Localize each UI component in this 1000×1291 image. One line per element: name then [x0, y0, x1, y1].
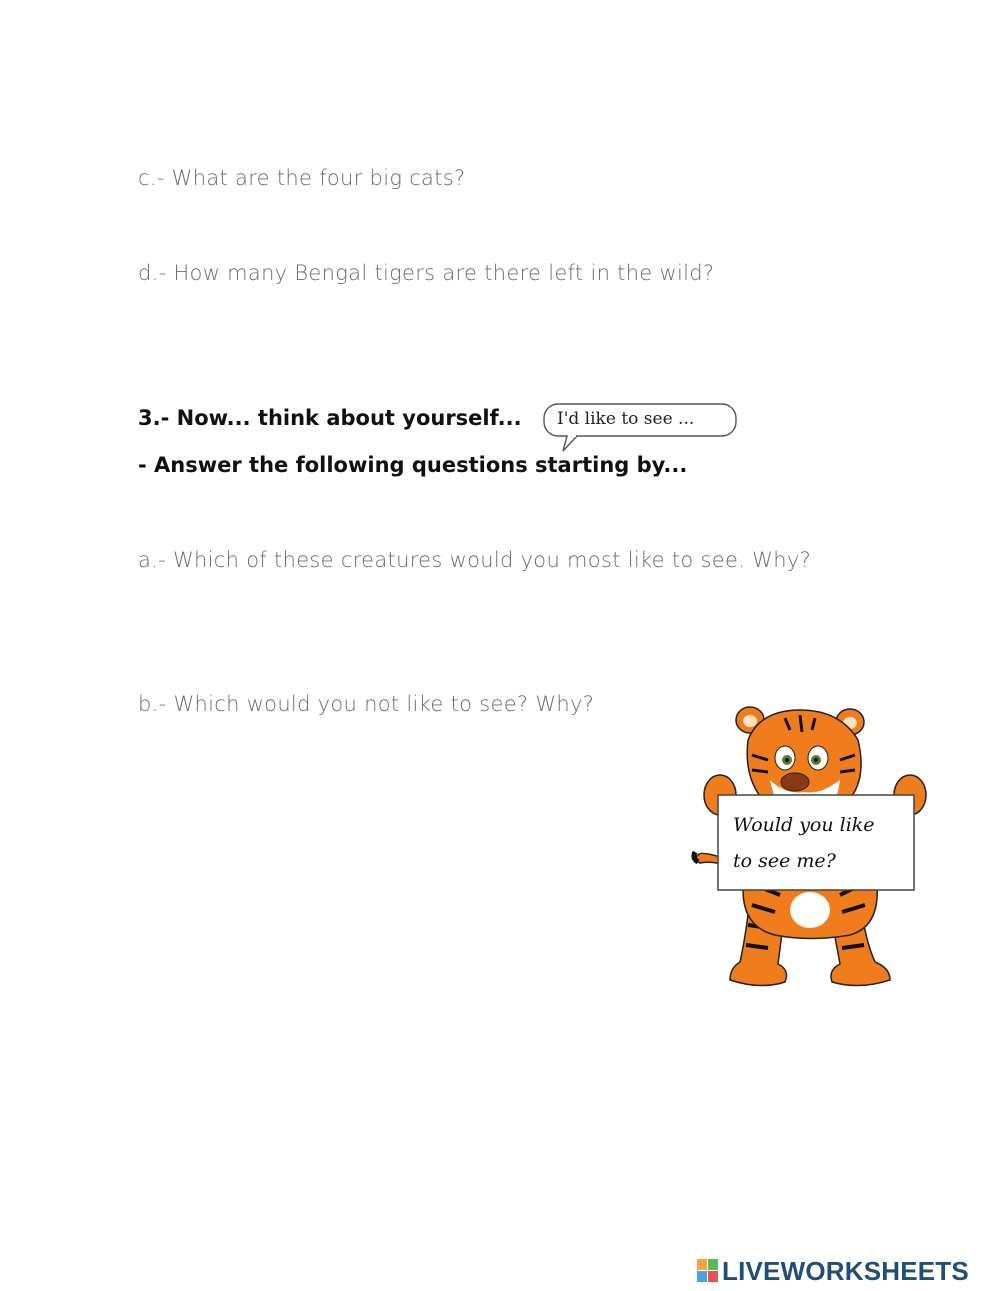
section-3-title: 3.- Now... think about yourself... [138, 406, 522, 430]
tiger-sign-line-2: to see me? [733, 850, 836, 872]
liveworksheets-logo[interactable] [697, 1254, 969, 1288]
question-c: c.- What are the four big cats? [138, 166, 466, 190]
logo-text: LIVEWORKSHEETS [722, 1255, 969, 1286]
logo-blocks-icon [697, 1259, 719, 1283]
question-d: d.- How many Bengal tigers are there left in the wild? [138, 261, 715, 285]
question-a: a.- Which of these creatures would you most like to see. Why? [138, 548, 812, 572]
speech-bubble [543, 403, 737, 437]
tiger-illustration [690, 700, 935, 995]
section-3-instruction: - Answer the following questions starting by... [138, 453, 688, 477]
speech-bubble-text: I'd like to see ... [557, 409, 695, 429]
question-b: b.- Which would you not like to see? Why? [138, 692, 595, 716]
tiger-sign-line-1: Would you like [733, 814, 875, 836]
